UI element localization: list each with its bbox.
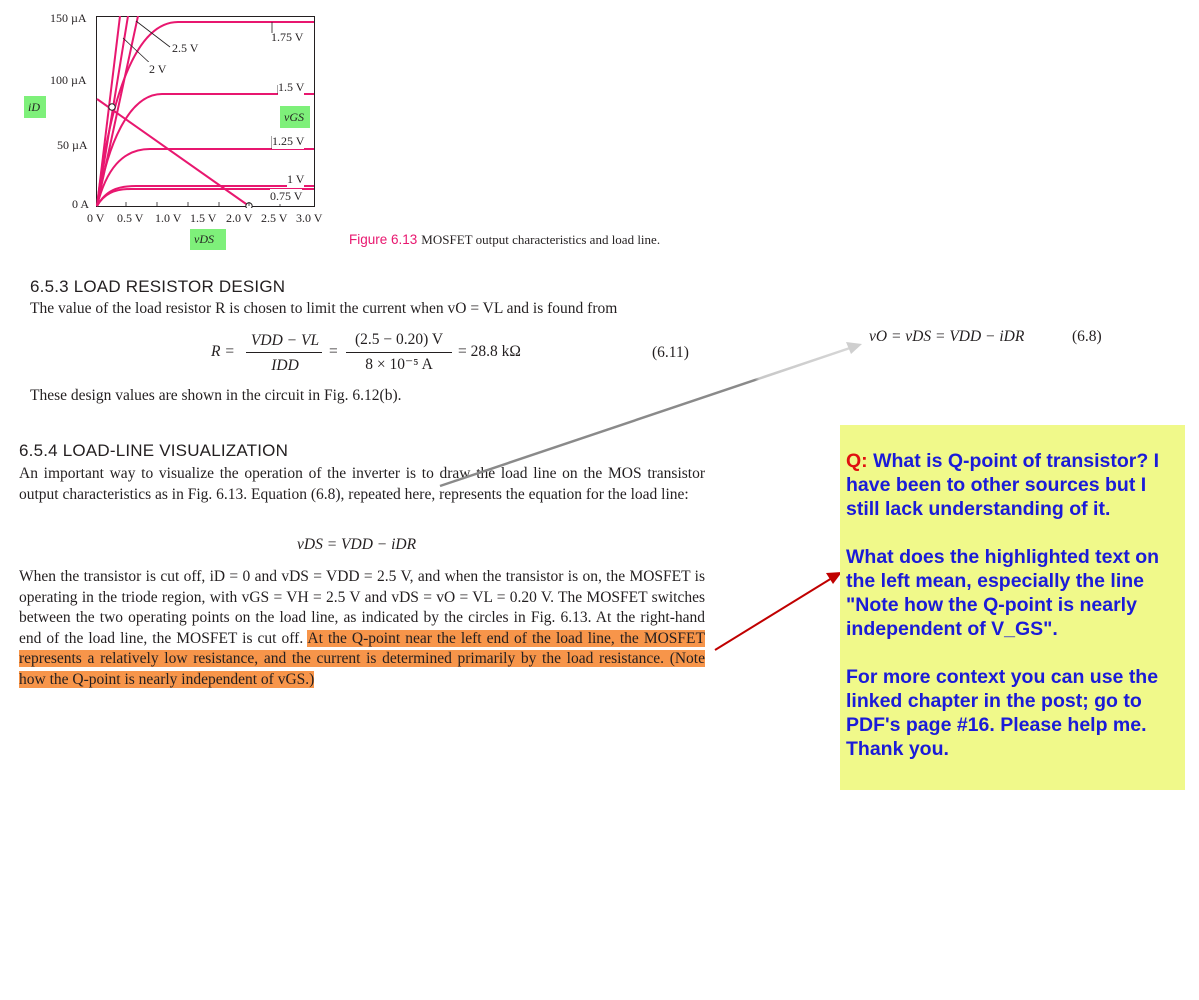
y-axis-tag-text: iD xyxy=(28,100,40,114)
eq-numerator-1: VDD − VL xyxy=(250,332,320,349)
eq-numerator-2: (2.5 − 0.20) V xyxy=(354,331,444,348)
question-prefix: Q: xyxy=(846,450,868,472)
red-arrow-line xyxy=(715,578,832,650)
eq-equals: = xyxy=(329,343,338,360)
y-tick-label: 150 µA xyxy=(50,11,87,25)
figure-caption-text: MOSFET output characteristics and load line. xyxy=(421,232,661,247)
question-line-2: What does the highlighted text on the left mean, especially the line "Note how the Q-point is nearly independent of V_GS". xyxy=(846,546,1160,640)
x-tick-label: 1.5 V xyxy=(190,211,217,225)
highlighted-text: At the Q-point near the left end of the load line, the MOSFET represents a relatively low resistance, and the current is determined primarily by the load resistance. (Note how the Q-point is nearly independent of vGS.) xyxy=(19,629,705,688)
question-line-3: For more context you can use the linked chapter in the post; go to PDF's page #16. Please help me. Thank you. xyxy=(846,666,1159,760)
side-equation-number: (6.8) xyxy=(1072,328,1102,345)
curve-label: 2 V xyxy=(149,62,167,76)
question-text-1: What is Q-point of transistor? I have been to other sources but I still lack understanding of it. xyxy=(846,450,1160,520)
section-6-5-3-intro: The value of the load resistor R is chosen to limit the current when vO = VL and is found from xyxy=(30,300,618,317)
section-6-5-3-closing: These design values are shown in the circuit in Fig. 6.12(b). xyxy=(30,387,402,404)
curve-tag-text: vGS xyxy=(284,110,304,124)
curve-label: 1.5 V xyxy=(278,80,305,94)
eq-number: (6.11) xyxy=(652,344,689,361)
y-tick-label: 100 µA xyxy=(50,73,87,87)
figure-caption-label: Figure 6.13 xyxy=(349,232,418,247)
curve-label: 1 V xyxy=(287,172,305,186)
x-tick-label: 0 V xyxy=(87,211,105,225)
load-line-equation: vDS = VDD − iDR xyxy=(297,536,417,553)
section-heading-6-5-4: 6.5.4 LOAD-LINE VISUALIZATION xyxy=(19,441,289,460)
eq-denominator-1: IDD xyxy=(271,357,299,374)
eq-result: = 28.8 kΩ xyxy=(458,343,521,360)
question-box xyxy=(840,425,1185,790)
curve-label: 0.75 V xyxy=(270,189,303,203)
x-tick-label: 2.5 V xyxy=(261,211,288,225)
side-equation: vO = vDS = VDD − iDR xyxy=(869,328,1025,345)
gray-arrow-line xyxy=(440,348,850,486)
x-tick-label: 1.0 V xyxy=(155,211,182,225)
y-tick-label: 50 µA xyxy=(57,138,88,152)
eq-lhs: R = xyxy=(211,343,235,360)
curve-label: 1.25 V xyxy=(272,134,305,148)
x-tick-label: 2.0 V xyxy=(226,211,253,225)
curve-label: 2.5 V xyxy=(172,41,199,55)
curve-label: 1.75 V xyxy=(271,30,304,44)
y-tick-label: 0 A xyxy=(72,197,90,211)
eq-denominator-2: 8 × 10⁻⁵ A xyxy=(365,356,433,373)
x-tick-label: 3.0 V xyxy=(296,211,323,225)
x-axis-tag-text: vDS xyxy=(194,232,214,246)
para2-plain: When the transistor is cut off, iD = 0 and vDS = VDD = 2.5 V, and when the transistor is on, the MOSFET is operating in the triode region, with vGS = VH = 2.5 V and vDS = vO = VL = 0.20 V. The MOSFET switches between the two operating points on the load line, as indicated by the circles in Fig. 6.13. At the right-hand end of the load line, the MOSFET is cut off. xyxy=(19,568,705,647)
question-line-1 xyxy=(846,449,1179,521)
section-6-5-4-para1: An important way to visualize the operation of the inverter is to draw the load line on the MOS transistor output characteristics as in Fig. 6.13. Equation (6.8), repeated here, represents the equation for the load line: xyxy=(19,465,705,503)
section-heading-6-5-3: 6.5.3 LOAD RESISTOR DESIGN xyxy=(30,277,286,296)
x-tick-label: 0.5 V xyxy=(117,211,144,225)
